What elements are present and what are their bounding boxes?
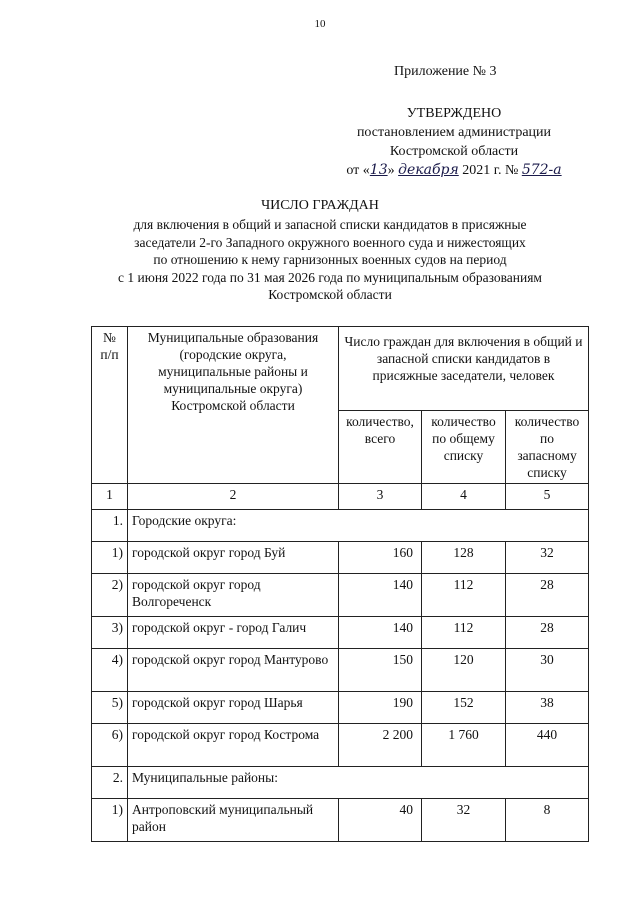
count-general: 112 [422,617,506,649]
row-number: 1) [92,799,128,842]
subtitle-line: заседатели 2-го Западного окружного военного суда и нижестоящих [134,234,526,250]
municipality-name: городской округ город Шарья [128,692,339,724]
citizens-table [91,326,589,842]
table-row [92,649,589,692]
count-total: 150 [339,649,422,692]
handwritten-number: 572-а [521,162,562,178]
table-row [92,724,589,767]
count-general: 152 [422,692,506,724]
header-reserve: количество по запасному списку [506,411,589,484]
section-number: 1. [92,510,128,542]
row-number: 3) [92,617,128,649]
municipality-name: городской округ - город Галич [128,617,339,649]
table-row [92,692,589,724]
section-name: Городские округа: [128,510,589,542]
header-count-group: Число граждан для включения в общий и запасной списки кандидатов в присяжные заседатели, человек [339,327,589,411]
count-general: 32 [422,799,506,842]
column-number: 3 [339,484,422,510]
count-total: 190 [339,692,422,724]
table-row [92,542,589,574]
section-name: Муниципальные районы: [128,767,589,799]
count-general: 128 [422,542,506,574]
row-number: 4) [92,649,128,692]
header-municipality: Муниципальные образования (городские округа, муниципальные районы и муниципальные округа) Костромской области [128,327,339,484]
municipality-name: городской округ город Кострома [128,724,339,767]
handwritten-month: декабря [398,162,459,178]
row-number: 5) [92,692,128,724]
section-row [92,767,589,799]
approval-authority: постановлением администрации [356,125,552,140]
approval-region: Костромской области [389,144,519,159]
count-general: 120 [422,649,506,692]
count-reserve: 440 [506,724,589,767]
column-number: 1 [92,484,128,510]
column-number: 5 [506,484,589,510]
date-year: 2021 г. № [462,163,519,178]
appendix-label: Приложение № 3 [394,64,497,79]
row-number: 6) [92,724,128,767]
section-number: 2. [92,767,128,799]
count-general: 1 760 [422,724,506,767]
column-number: 2 [128,484,339,510]
municipality-name: городской округ город Буй [128,542,339,574]
approval-block [330,104,578,180]
column-numbers-row [92,484,589,510]
table-row [92,799,589,842]
count-total: 140 [339,617,422,649]
subtitle-line: для включения в общий и запасной списки кандидатов в присяжные [133,217,527,232]
count-reserve: 28 [506,574,589,617]
count-reserve: 38 [506,692,589,724]
count-total: 2 200 [339,724,422,767]
subtitle-line: по отношению к нему гарнизонных военных судов на период [153,252,507,267]
date-prefix: от « [346,163,370,178]
row-number: 2) [92,574,128,617]
header-num: № п/п [92,327,128,484]
header-total: количество, всего [339,411,422,484]
count-reserve: 32 [506,542,589,574]
approval-date [330,161,578,180]
count-total: 160 [339,542,422,574]
count-total: 40 [339,799,422,842]
subtitle-line: с 1 июня 2022 года по 31 мая 2026 года по муниципальным образованиям [118,269,542,285]
column-number: 4 [422,484,506,510]
table-row [92,617,589,649]
section-row [92,510,589,542]
document-subtitle [90,216,570,304]
approval-title: УТВЕРЖДЕНО [406,106,502,121]
subtitle-line: Костромской области [268,287,392,302]
handwritten-day: 13 [369,162,388,178]
count-general: 112 [422,574,506,617]
header-general: количество по общему списку [422,411,506,484]
page-number: 10 [314,18,326,30]
municipality-name: городской округ город Волгореченск [128,574,339,617]
count-reserve: 30 [506,649,589,692]
document-title: ЧИСЛО ГРАЖДАН [261,198,379,213]
count-reserve: 28 [506,617,589,649]
count-total: 140 [339,574,422,617]
date-mid: » [387,163,395,178]
row-number: 1) [92,542,128,574]
table-row [92,574,589,617]
municipality-name: Антроповский муниципальный район [128,799,339,842]
municipality-name: городской округ город Мантурово [128,649,339,692]
count-reserve: 8 [506,799,589,842]
